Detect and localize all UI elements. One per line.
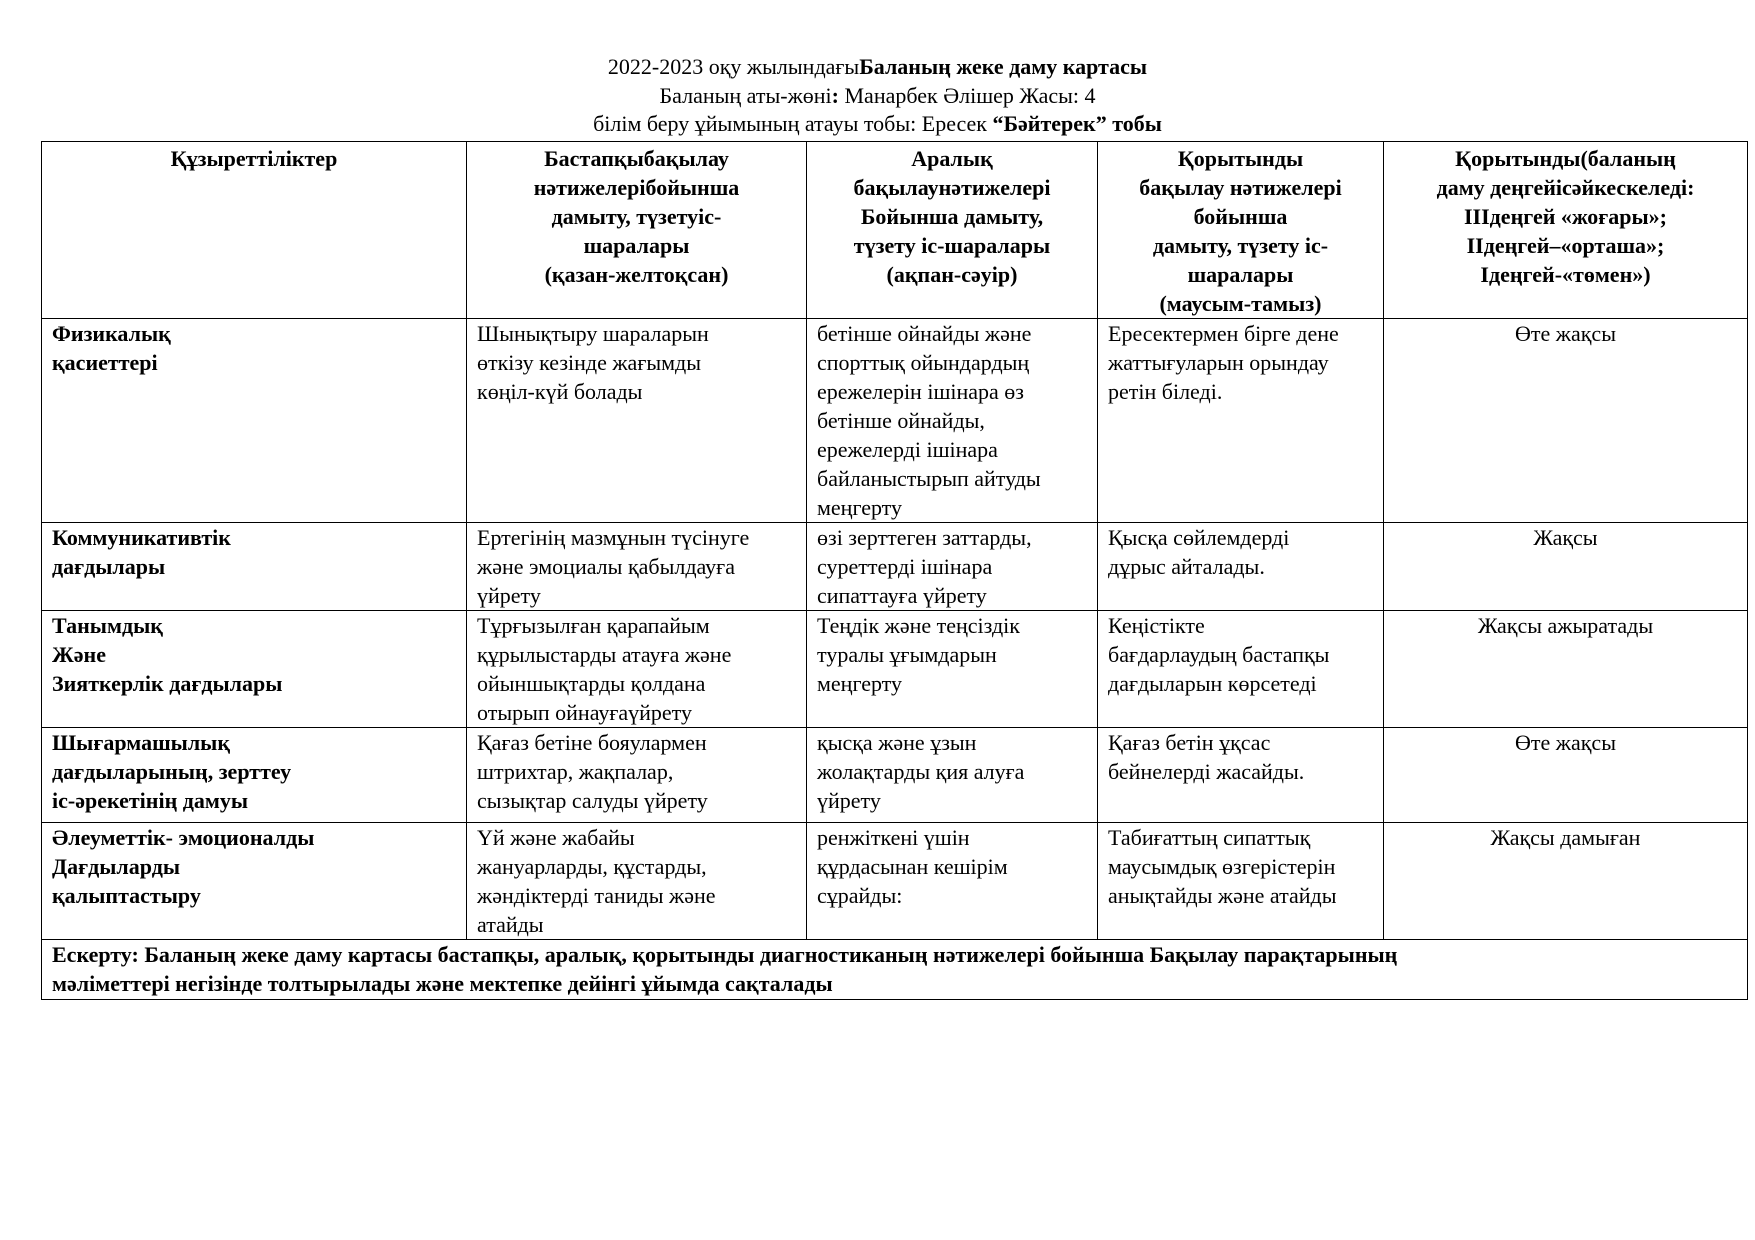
document-title <box>0 54 1755 80</box>
cell-line: қалыптастыру <box>52 883 201 908</box>
cell-line: штрихтар, жақпалар, <box>477 759 674 784</box>
cell-line: (қазан-желтоқсан) <box>544 262 729 287</box>
cell-line: дамыту, түзету іс- <box>1152 233 1329 258</box>
cell-line: дағдыларын көрсетеді <box>1108 671 1317 696</box>
cell-line: Аралық <box>911 146 993 171</box>
cell-line: үйрету <box>477 583 541 608</box>
cell-line: Қорытынды(баланың <box>1455 146 1676 171</box>
initial-cell <box>467 611 807 728</box>
cell-line: дұрыс айталады. <box>1108 554 1265 579</box>
cell-line: Қорытынды <box>1177 146 1304 171</box>
cell-line: ренжіткені үшін <box>817 825 970 850</box>
table-row <box>42 319 1748 523</box>
cell-line: байланыстырып айтуды <box>817 466 1041 491</box>
intermediate-cell <box>807 823 1098 940</box>
cell-line: Ересектермен бірге дене <box>1108 321 1339 346</box>
cell-line: шаралары <box>1187 262 1294 287</box>
cell-line: Коммуникативтік <box>52 525 231 550</box>
cell-line: ретін біледі. <box>1108 379 1223 404</box>
final-cell <box>1098 611 1384 728</box>
cell-line: дағдыларының, зерттеу <box>52 759 292 784</box>
final-cell <box>1098 319 1384 523</box>
cell-line: меңгерту <box>817 495 902 520</box>
cell-line: бағдарлаудың бастапқы <box>1108 642 1330 667</box>
note-row <box>42 940 1748 1000</box>
cell-line: бетінше ойнайды, <box>817 408 985 433</box>
cell-line: (маусым-тамыз) <box>1159 291 1322 316</box>
criterion-cell <box>42 319 467 523</box>
academic-year: 2022-2023 оқу жылындағы <box>607 54 860 79</box>
header-initial <box>467 142 807 319</box>
cell-line: ойыншықтарды қолдана <box>477 671 706 696</box>
cell-line: бейнелерді жасайды. <box>1108 759 1305 784</box>
cell-line: Зияткерлік дағдылары <box>52 671 283 696</box>
cell-line: даму деңгейісәйкескеледі: <box>1436 175 1695 200</box>
cell-line: шаралары <box>583 233 690 258</box>
cell-line: ІІдеңгей–«орташа»; <box>1466 233 1665 258</box>
result-cell: Өте жақсы <box>1384 319 1748 523</box>
group-name: “Бәйтерек” тобы <box>992 111 1162 136</box>
child-info <box>0 83 1755 109</box>
cell-line: Танымдық <box>52 613 163 638</box>
table-row <box>42 523 1748 611</box>
cell-line: ережелерді ішінара <box>817 437 998 462</box>
cell-line: Бастапқыбақылау <box>544 146 729 171</box>
cell-line: меңгерту <box>817 671 902 696</box>
cell-line: ережелерін ішінара өз <box>817 379 1024 404</box>
cell-line: (ақпан-сәуір) <box>886 262 1018 287</box>
cell-line: Тұрғызылған қарапайым <box>477 613 710 638</box>
cell-line: сұрайды: <box>817 883 903 908</box>
cell-line: бетінше ойнайды және <box>817 321 1032 346</box>
cell-line: Дағдыларды <box>52 854 181 879</box>
cell-line: туралы ұғымдарын <box>817 642 997 667</box>
header-competencies <box>42 142 467 319</box>
cell-line: дамыту, түзетуіс- <box>551 204 722 229</box>
cell-line: сызықтар салуды үйрету <box>477 788 708 813</box>
criterion-cell <box>42 728 467 823</box>
initial-cell <box>467 523 807 611</box>
criterion-cell <box>42 611 467 728</box>
cell-line: отырып ойнауғаүйрету <box>477 700 693 725</box>
cell-line: атайды <box>477 912 544 937</box>
child-name-colon: : <box>831 83 839 108</box>
cell-line: өзі зерттеген заттарды, <box>817 525 1032 550</box>
note-text <box>42 940 1748 1000</box>
cell-line: маусымдық өзгерістерін <box>1108 854 1336 879</box>
development-card-table <box>41 141 1748 1000</box>
table-row <box>42 728 1748 823</box>
final-cell <box>1098 523 1384 611</box>
criterion-cell <box>42 523 467 611</box>
cell-line: Физикалық <box>52 321 171 346</box>
result-cell: Жақсы ажыратады <box>1384 611 1748 728</box>
cell-line: Құзыреттіліктер <box>170 146 338 171</box>
initial-cell <box>467 319 807 523</box>
initial-cell <box>467 728 807 823</box>
cell-line: Және <box>52 642 106 667</box>
cell-line: Ертегінің мазмұнын түсінуге <box>477 525 750 550</box>
intermediate-cell <box>807 319 1098 523</box>
cell-line: өткізу кезінде жағымды <box>477 350 702 375</box>
cell-line: үйрету <box>817 788 881 813</box>
cell-line: көңіл-күй болады <box>477 379 643 404</box>
cell-line: Бойынша дамыту, <box>860 204 1044 229</box>
table-header-row <box>42 142 1748 319</box>
initial-cell <box>467 823 807 940</box>
cell-line: бойынша <box>1193 204 1288 229</box>
header-intermediate <box>807 142 1098 319</box>
intermediate-cell <box>807 523 1098 611</box>
group-info <box>0 111 1755 137</box>
child-name-label: Баланың аты-жөні <box>659 83 832 108</box>
header-final <box>1098 142 1384 319</box>
cell-line: құрдасынан кешірім <box>817 854 1008 879</box>
cell-line: және эмоциалы қабылдауға <box>477 554 735 579</box>
cell-line: Қағаз бетіне бояулармен <box>477 730 707 755</box>
cell-line: іс-әрекетінің дамуы <box>52 788 249 813</box>
cell-line: дағдылары <box>52 554 166 579</box>
cell-line: Әлеуметтік- эмоционалды <box>52 825 315 850</box>
cell-line: спорттық ойындардың <box>817 350 1030 375</box>
header-result <box>1384 142 1748 319</box>
cell-line: түзету іс-шаралары <box>853 233 1051 258</box>
cell-line: жолақтарды қия алуға <box>817 759 1025 784</box>
result-cell: Жақсы дамыған <box>1384 823 1748 940</box>
result-cell: Өте жақсы <box>1384 728 1748 823</box>
result-cell: Жақсы <box>1384 523 1748 611</box>
cell-line: жаттығуларын орындау <box>1108 350 1329 375</box>
cell-line: Ідеңгей-«төмен») <box>1480 262 1651 287</box>
criterion-cell <box>42 823 467 940</box>
card-title: Баланың жеке даму картасы <box>859 54 1148 79</box>
final-cell <box>1098 728 1384 823</box>
cell-line: Шығармашылық <box>52 730 231 755</box>
table-row <box>42 611 1748 728</box>
child-age: Жасы: 4 <box>1013 83 1096 108</box>
intermediate-cell <box>807 728 1098 823</box>
cell-line: суреттерді ішінара <box>817 554 993 579</box>
cell-line: құрылыстарды атауға және <box>477 642 732 667</box>
cell-line: бақылаунәтижелері <box>853 175 1051 200</box>
cell-line: сипаттауға үйрету <box>817 583 987 608</box>
cell-line: Табиғаттың сипаттық <box>1108 825 1311 850</box>
cell-line: анықтайды және атайды <box>1108 883 1337 908</box>
intermediate-cell <box>807 611 1098 728</box>
cell-line: Қағаз бетін ұқсас <box>1108 730 1271 755</box>
cell-line: қысқа және ұзын <box>817 730 977 755</box>
child-name: Манарбек Әлішер <box>839 83 1014 108</box>
cell-line: жәндіктерді таниды және <box>477 883 716 908</box>
cell-line: Үй және жабайы <box>477 825 635 850</box>
cell-line: бақылау нәтижелері <box>1139 175 1342 200</box>
cell-line: қасиеттері <box>52 350 158 375</box>
table-row <box>42 823 1748 940</box>
cell-line: мәліметтері негізінде толтырылады және мектепке дейінгі ұйымда сақталады <box>52 971 833 996</box>
cell-line: жануарларды, құстарды, <box>477 854 707 879</box>
cell-line: нәтижелерібойынша <box>533 175 740 200</box>
cell-line: Кеңістікте <box>1108 613 1205 638</box>
group-label: білім беру ұйымының атауы тобы: Ересек <box>593 111 993 136</box>
cell-line: Шынықтыру шараларын <box>477 321 709 346</box>
cell-line: Қысқа сөйлемдерді <box>1108 525 1290 550</box>
final-cell <box>1098 823 1384 940</box>
cell-line: ІІІдеңгей «жоғары»; <box>1463 204 1668 229</box>
cell-line: Ескерту: Баланың жеке даму картасы бастапқы, аралық, қорытынды диагностиканың нәтижелері бойынша Бақылау парақтарының <box>52 942 1398 967</box>
cell-line: Теңдік және теңсіздік <box>817 613 1020 638</box>
